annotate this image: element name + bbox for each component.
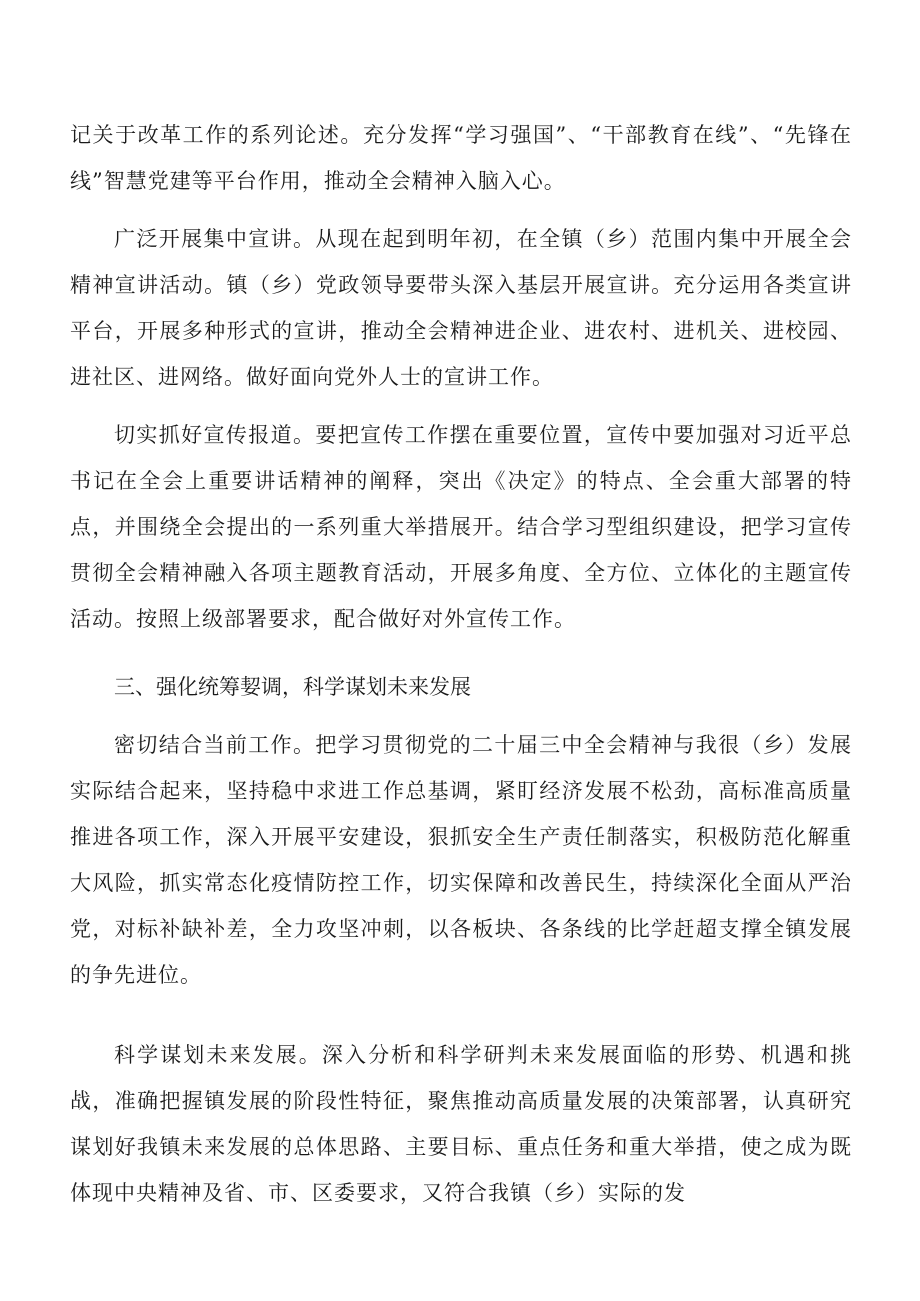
paragraph-centralized-briefing: 广泛开展集中宣讲。从现在起到明年初，在全镇（乡）范围内集中开展全会精神宣讲活动。镇（乡）党政领导要带头深入基层开展宣讲。充分运用各类宣讲平台，开展多种形式的宣讲，推动全会精神进企业、进农村、进机关、进校园、进社区、进网络。做好面向党外人士的宣讲工作。 — [70, 227, 852, 389]
paragraph-future-planning: 科学谋划未来发展。深入分析和科学研判未来发展面临的形势、机遇和挑战，准确把握镇发展的阶段性特征，聚焦推动高质量发展的决策部署，认真研究谋划好我镇未来发展的总体思路、主要目标、重点任务和重大举措，使之成为既体现中央精神及省、市、区委要求，又符合我镇（乡）实际的发 — [70, 1043, 852, 1205]
paragraph-publicity-reporting: 切实抓好宣传报道。要把宣传工作摆在重要位置，宣传中要加强对习近平总书记在全会上重要讲话精神的阐释，突出《决定》的特点、全会重大部署的特点，并围绕全会提出的一系列重大举措展开。结合学习型组织建设，把学习宣传贯彻全会精神融入各项主题教育活动，开展多角度、全方位、立体化的主题宣传活动。按照上级部署要求，配合做好对外宣传工作。 — [70, 423, 852, 631]
paragraph-continued: 记关于改革工作的系列论述。充分发挥“学习强国”、“干部教育在线”、“先锋在线”智慧党建等平台作用，推动全会精神入脑入心。 — [70, 123, 852, 193]
section-heading: 三、强化统筹㛃调，科学谋划未来发展 — [114, 675, 471, 699]
paragraph-current-work: 密切结合当前工作。把学习贯彻党的二十届三中全会精神与我很（乡）发展实际结合起来，坚持稳中求进工作总基调，紧盯经济发展不松劲，高标准高质量推进各项工作，深入开展平安建设，狠抓安全生产责任制落实，积极防范化解重大风险，抓实常态化疫情防控工作，切实保障和改善民生，持续深化全面从严治党，对标补缺补差，全力攻坚冲刺，以各板块、各条线的比学赶超支撑全镇发展的争先进位。 — [70, 733, 852, 987]
